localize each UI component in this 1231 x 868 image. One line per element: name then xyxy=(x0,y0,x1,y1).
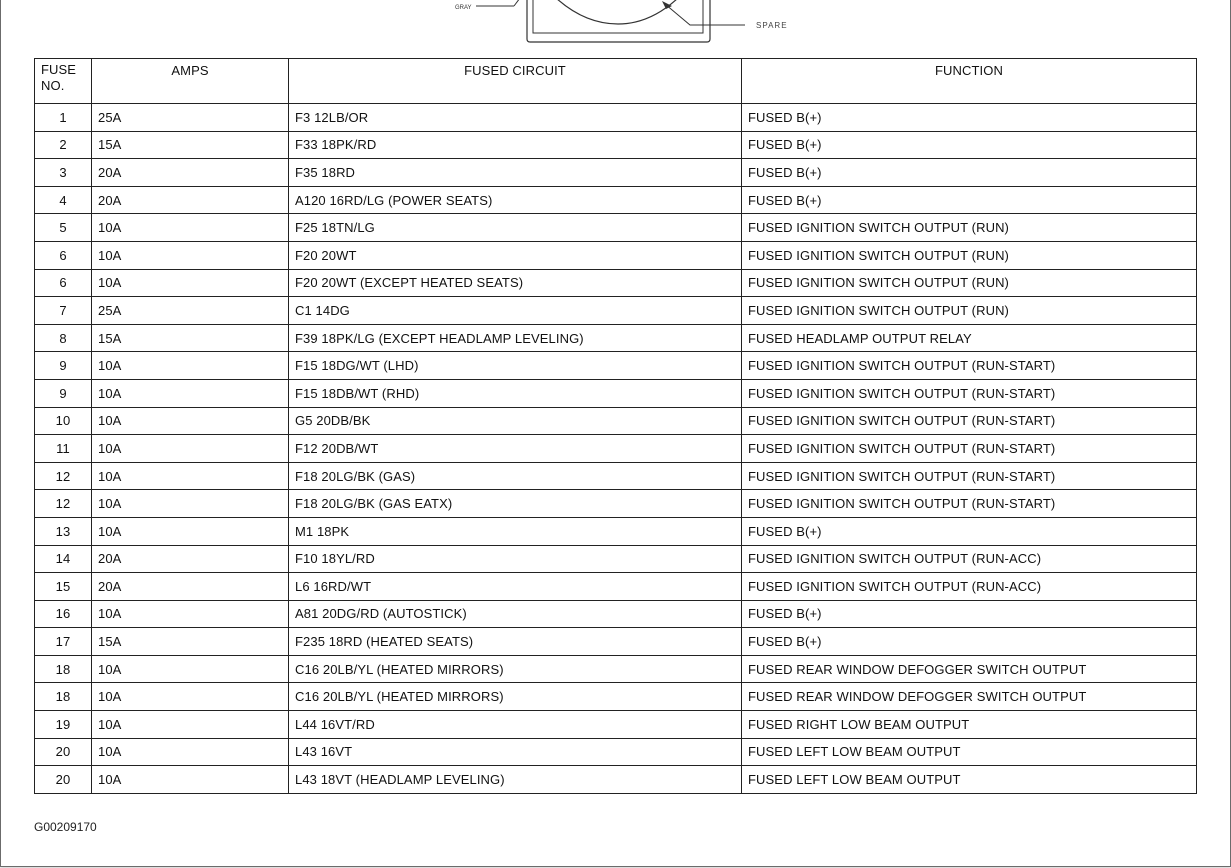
table-row xyxy=(35,545,1197,573)
fused-circuit-cell: L43 16VT xyxy=(289,738,742,766)
function-cell: FUSED IGNITION SWITCH OUTPUT (RUN) xyxy=(742,214,1197,242)
function-cell: FUSED B(+) xyxy=(742,628,1197,656)
function-cell: FUSED IGNITION SWITCH OUTPUT (RUN-ACC) xyxy=(742,545,1197,573)
function-cell: FUSED HEADLAMP OUTPUT RELAY xyxy=(742,324,1197,352)
amps-cell: 15A xyxy=(92,131,289,159)
fuse-no-cell: 6 xyxy=(35,241,92,269)
fuse-no-cell: 9 xyxy=(35,379,92,407)
table-row xyxy=(35,655,1197,683)
fuse-no-cell: 10 xyxy=(35,407,92,435)
fuse-no-cell: 9 xyxy=(35,352,92,380)
function-cell: FUSED B(+) xyxy=(742,600,1197,628)
panel-arc xyxy=(556,0,678,24)
amps-cell: 10A xyxy=(92,352,289,380)
fused-circuit-cell: F3 12LB/OR xyxy=(289,104,742,132)
fused-circuit-cell: L43 18VT (HEADLAMP LEVELING) xyxy=(289,766,742,794)
amps-cell: 10A xyxy=(92,517,289,545)
fuse-no-cell: 12 xyxy=(35,490,92,518)
fused-circuit-cell: L44 16VT/RD xyxy=(289,711,742,739)
amps-cell: 20A xyxy=(92,159,289,187)
table-row xyxy=(35,573,1197,601)
fused-circuit-cell: F15 18DB/WT (RHD) xyxy=(289,379,742,407)
function-cell: FUSED REAR WINDOW DEFOGGER SWITCH OUTPUT xyxy=(742,683,1197,711)
table-row xyxy=(35,297,1197,325)
amps-cell: 10A xyxy=(92,407,289,435)
function-cell: FUSED IGNITION SWITCH OUTPUT (RUN-START) xyxy=(742,462,1197,490)
function-cell: FUSED B(+) xyxy=(742,159,1197,187)
fuse-no-cell: 13 xyxy=(35,517,92,545)
table-row xyxy=(35,490,1197,518)
fuse-no-cell: 14 xyxy=(35,545,92,573)
fused-circuit-cell: F35 18RD xyxy=(289,159,742,187)
table-row xyxy=(35,628,1197,656)
function-cell: FUSED IGNITION SWITCH OUTPUT (RUN) xyxy=(742,269,1197,297)
fuse-no-cell: 2 xyxy=(35,131,92,159)
fuse-no-cell: 16 xyxy=(35,600,92,628)
fused-circuit-cell: F15 18DG/WT (LHD) xyxy=(289,352,742,380)
function-cell: FUSED IGNITION SWITCH OUTPUT (RUN-START) xyxy=(742,379,1197,407)
table-row xyxy=(35,214,1197,242)
fuse-no-cell: 20 xyxy=(35,738,92,766)
fused-circuit-cell: C16 20LB/YL (HEATED MIRRORS) xyxy=(289,683,742,711)
amps-cell: 10A xyxy=(92,269,289,297)
table-row xyxy=(35,352,1197,380)
table-row xyxy=(35,711,1197,739)
spare-label: SPARE xyxy=(756,21,788,30)
fuse-no-cell: 1 xyxy=(35,104,92,132)
table-row xyxy=(35,104,1197,132)
function-cell: FUSED LEFT LOW BEAM OUTPUT xyxy=(742,766,1197,794)
function-cell: FUSED B(+) xyxy=(742,517,1197,545)
fuse-no-cell: 11 xyxy=(35,435,92,463)
fused-circuit-cell: C16 20LB/YL (HEATED MIRRORS) xyxy=(289,655,742,683)
fuse-no-cell: 4 xyxy=(35,186,92,214)
header-function: FUNCTION xyxy=(742,59,1197,104)
gray-label: GRAY xyxy=(455,5,472,11)
table-row xyxy=(35,159,1197,187)
fuse-no-cell: 7 xyxy=(35,297,92,325)
header-fuse-no-line2: NO. xyxy=(41,78,65,93)
function-cell: FUSED IGNITION SWITCH OUTPUT (RUN-START) xyxy=(742,435,1197,463)
fused-circuit-cell: F235 18RD (HEATED SEATS) xyxy=(289,628,742,656)
amps-cell: 25A xyxy=(92,297,289,325)
fused-circuit-cell: F20 20WT (EXCEPT HEATED SEATS) xyxy=(289,269,742,297)
amps-cell: 10A xyxy=(92,379,289,407)
header-fuse-no xyxy=(35,59,92,104)
fused-circuit-cell: A81 20DG/RD (AUTOSTICK) xyxy=(289,600,742,628)
fuse-table-body xyxy=(35,104,1197,794)
table-row xyxy=(35,517,1197,545)
function-cell: FUSED IGNITION SWITCH OUTPUT (RUN) xyxy=(742,241,1197,269)
fused-circuit-cell: F39 18PK/LG (EXCEPT HEADLAMP LEVELING) xyxy=(289,324,742,352)
gray-leader-bend xyxy=(514,0,520,6)
function-cell: FUSED IGNITION SWITCH OUTPUT (RUN-START) xyxy=(742,490,1197,518)
amps-cell: 10A xyxy=(92,435,289,463)
amps-cell: 10A xyxy=(92,214,289,242)
fused-circuit-cell: F12 20DB/WT xyxy=(289,435,742,463)
fused-circuit-cell: A120 16RD/LG (POWER SEATS) xyxy=(289,186,742,214)
function-cell: FUSED IGNITION SWITCH OUTPUT (RUN-ACC) xyxy=(742,573,1197,601)
table-row xyxy=(35,435,1197,463)
function-cell: FUSED RIGHT LOW BEAM OUTPUT xyxy=(742,711,1197,739)
table-row xyxy=(35,241,1197,269)
amps-cell: 15A xyxy=(92,628,289,656)
fuse-no-cell: 5 xyxy=(35,214,92,242)
amps-cell: 25A xyxy=(92,104,289,132)
function-cell: FUSED B(+) xyxy=(742,104,1197,132)
fused-circuit-cell: F33 18PK/RD xyxy=(289,131,742,159)
figure-id: G00209170 xyxy=(34,820,97,834)
table-row xyxy=(35,269,1197,297)
table-header-row xyxy=(35,59,1197,104)
table-row xyxy=(35,407,1197,435)
amps-cell: 10A xyxy=(92,462,289,490)
fuse-no-cell: 12 xyxy=(35,462,92,490)
table-row xyxy=(35,186,1197,214)
table-row xyxy=(35,324,1197,352)
amps-cell: 10A xyxy=(92,600,289,628)
amps-cell: 20A xyxy=(92,573,289,601)
fuse-no-cell: 6 xyxy=(35,269,92,297)
fused-circuit-cell: F25 18TN/LG xyxy=(289,214,742,242)
fuse-no-cell: 20 xyxy=(35,766,92,794)
fused-circuit-cell: L6 16RD/WT xyxy=(289,573,742,601)
header-fused-circuit: FUSED CIRCUIT xyxy=(289,59,742,104)
function-cell: FUSED IGNITION SWITCH OUTPUT (RUN) xyxy=(742,297,1197,325)
header-fuse-no-line1: FUSE xyxy=(41,62,77,77)
table-row xyxy=(35,738,1197,766)
fuse-no-cell: 18 xyxy=(35,655,92,683)
amps-cell: 10A xyxy=(92,738,289,766)
fuse-panel-diagram xyxy=(0,0,1231,50)
function-cell: FUSED LEFT LOW BEAM OUTPUT xyxy=(742,738,1197,766)
amps-cell: 10A xyxy=(92,655,289,683)
fuse-no-cell: 8 xyxy=(35,324,92,352)
spare-leader-line xyxy=(665,4,745,25)
function-cell: FUSED B(+) xyxy=(742,186,1197,214)
fuse-no-cell: 18 xyxy=(35,683,92,711)
amps-cell: 10A xyxy=(92,711,289,739)
amps-cell: 10A xyxy=(92,490,289,518)
fused-circuit-cell: C1 14DG xyxy=(289,297,742,325)
table-row xyxy=(35,683,1197,711)
table-row xyxy=(35,600,1197,628)
fused-circuit-cell: M1 18PK xyxy=(289,517,742,545)
amps-cell: 15A xyxy=(92,324,289,352)
table-row xyxy=(35,379,1197,407)
header-amps: AMPS xyxy=(92,59,289,104)
function-cell: FUSED B(+) xyxy=(742,131,1197,159)
amps-cell: 10A xyxy=(92,241,289,269)
amps-cell: 20A xyxy=(92,186,289,214)
fused-circuit-cell: F10 18YL/RD xyxy=(289,545,742,573)
function-cell: FUSED IGNITION SWITCH OUTPUT (RUN-START) xyxy=(742,352,1197,380)
amps-cell: 10A xyxy=(92,683,289,711)
fused-circuit-cell: F18 20LG/BK (GAS EATX) xyxy=(289,490,742,518)
fuse-no-cell: 15 xyxy=(35,573,92,601)
function-cell: FUSED IGNITION SWITCH OUTPUT (RUN-START) xyxy=(742,407,1197,435)
fuse-no-cell: 17 xyxy=(35,628,92,656)
panel-outline xyxy=(527,0,710,42)
table-row xyxy=(35,766,1197,794)
panel-inner-outline xyxy=(533,0,703,33)
table-row xyxy=(35,462,1197,490)
amps-cell: 20A xyxy=(92,545,289,573)
function-cell: FUSED REAR WINDOW DEFOGGER SWITCH OUTPUT xyxy=(742,655,1197,683)
amps-cell: 10A xyxy=(92,766,289,794)
fused-circuit-cell: F20 20WT xyxy=(289,241,742,269)
fuse-no-cell: 19 xyxy=(35,711,92,739)
fused-circuit-cell: G5 20DB/BK xyxy=(289,407,742,435)
fuse-table xyxy=(34,58,1197,794)
table-row xyxy=(35,131,1197,159)
fused-circuit-cell: F18 20LG/BK (GAS) xyxy=(289,462,742,490)
fuse-no-cell: 3 xyxy=(35,159,92,187)
